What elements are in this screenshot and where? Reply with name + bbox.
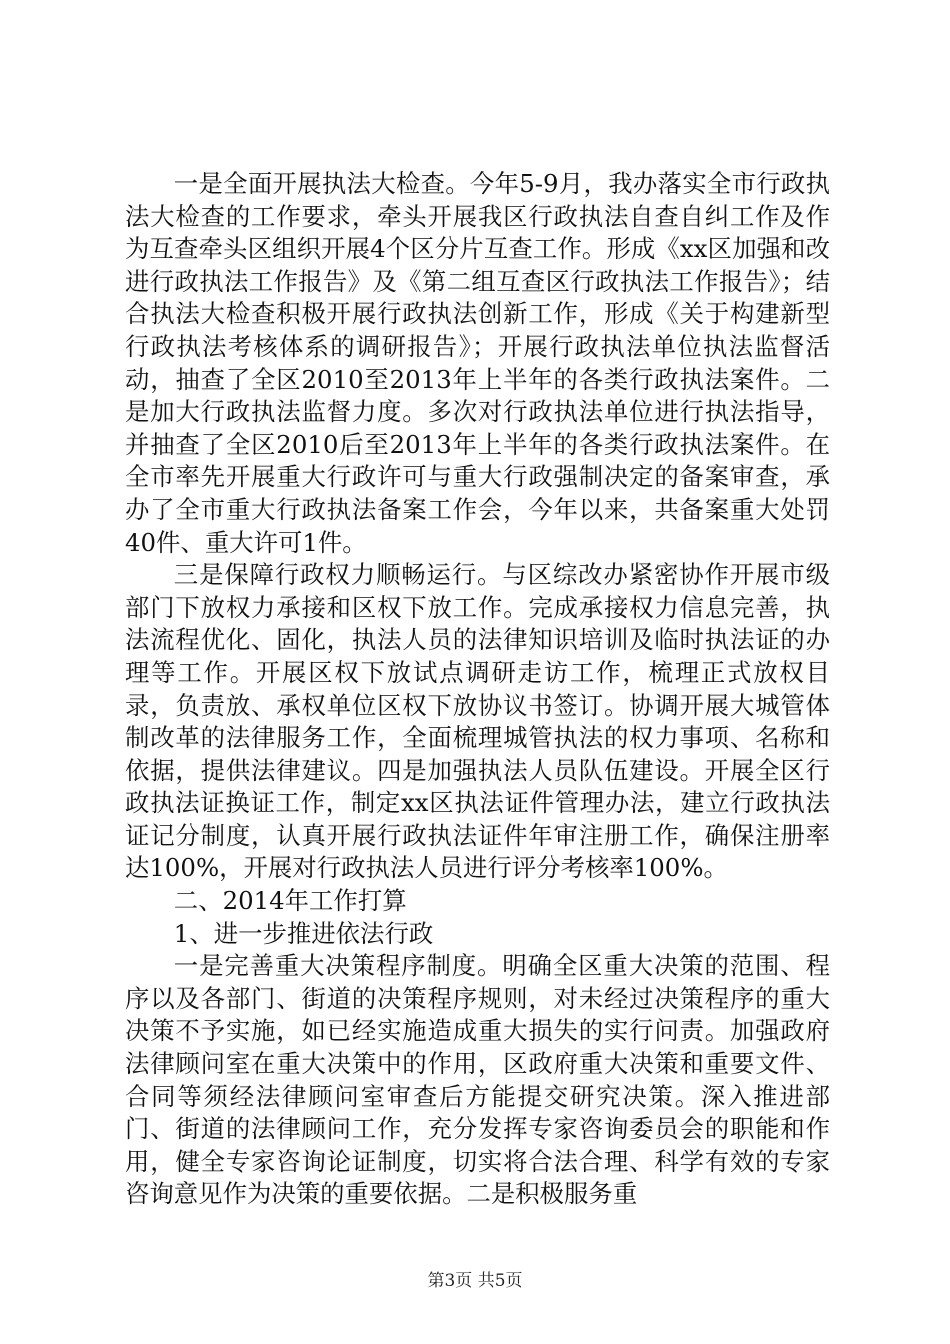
page-footer: 第3页 共5页 (427, 1271, 523, 1291)
document-body (125, 168, 830, 1211)
paragraph-power-operation: 三是保障行政权力顺畅运行。与区综改办紧密协作开展市级部门下放权力承接和区权下放工作。完成承接权力信息完善，执法流程优化、固化，执法人员的法律知识培训及临时执法证的办理等工作。开展区权下放试点调研走访工作，梳理正式放权目录，负责放、承权单位区权下放协议书签订。协调开展大城管体制改革的法律服务工作，全面梳理城管执法的权力事项、名称和依据，提供法律建议。四是加强执法人员队伍建设。开展全区行政执法证换证工作，制定xx区执法证件管理办法，建立行政执法证记分制度，认真开展行政执法证件年审注册工作，确保注册率达100%，开展对行政执法人员进行评分考核率100%。 (125, 560, 830, 883)
section-heading-2014-plan: 二、2014年工作打算 (173, 886, 407, 916)
paragraph-decision-procedure: 一是完善重大决策程序制度。明确全区重大决策的范围、程序以及各部门、街道的决策程序规则，对未经过决策程序的重大决策不予实施，如已经实施造成重大损失的实行问责。加强政府法律顾问室在重大决策中的作用，区政府重大决策和重要文件、合同等须经法律顾问室审查后方能提交研究决策。深入推进部门、街道的法律顾问工作，充分发挥专家咨询委员会的职能和作用，健全专家咨询论证制度，切实将合法合理、科学有效的专家咨询意见作为决策的重要依据。二是积极服务重 (125, 951, 830, 1209)
paragraph-inspection: 一是全面开展执法大检查。今年5-9月，我办落实全市行政执法大检查的工作要求，牵头开展我区行政执法自查自纠工作及作为互查牵头区组织开展4个区分片互查工作。形成《xx区加强和改进行政执法工作报告》及《第二组互查区行政执法工作报告》；结合执法大检查积极开展行政执法创新工作，形成《关于构建新型行政执法考核体系的调研报告》；开展行政执法单位执法监督活动，抽查了全区2010至2013年上半年的各类行政执法案件。二是加大行政执法监督力度。多次对行政执法单位进行执法指导，并抽查了全区2010后至2013年上半年的各类行政执法案件。在全市率先开展重大行政许可与重大行政强制决定的备案审查，承办了全市重大行政执法备案工作会，今年以来，共备案重大处罚40件、重大许可1件。 (125, 169, 830, 557)
subsection-heading-law-based-administration: 1、进一步推进依法行政 (173, 918, 434, 948)
